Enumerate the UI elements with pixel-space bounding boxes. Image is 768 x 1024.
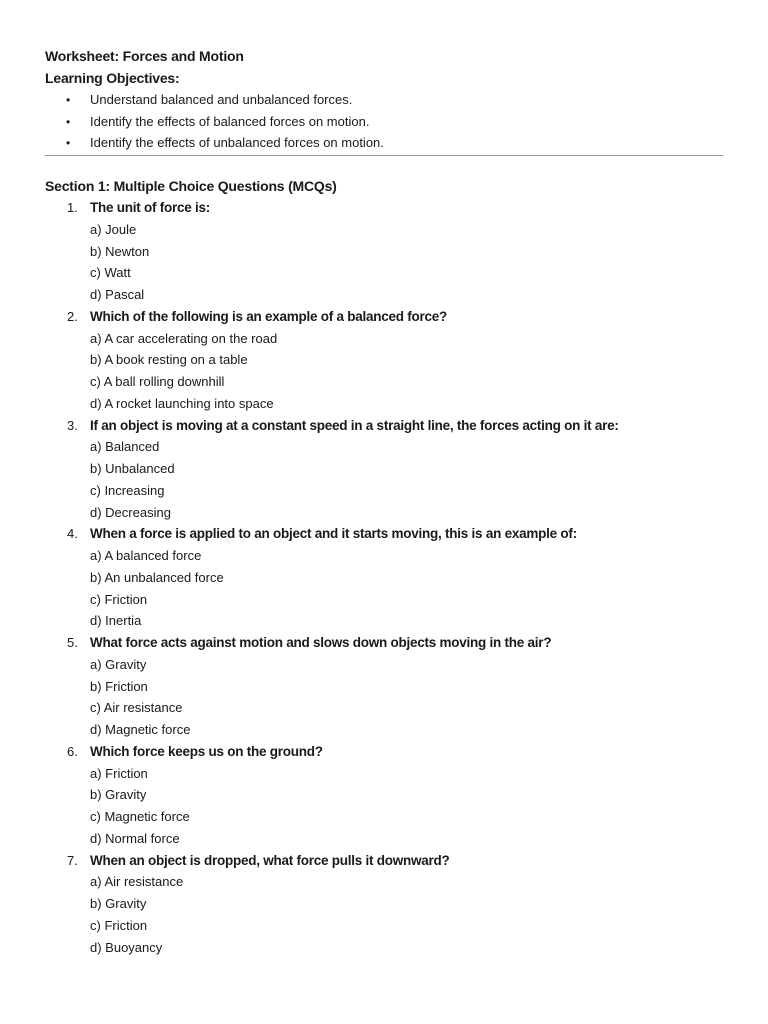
- option-text: d) Inertia: [90, 613, 142, 629]
- learning-objectives-heading: Learning Objectives:: [45, 70, 180, 86]
- option-text: a) Gravity: [90, 656, 147, 672]
- question-text: Which of the following is an example of a balanced force?: [90, 308, 448, 324]
- option-text: d) Buoyancy: [90, 939, 163, 955]
- option-text: a) Joule: [90, 221, 137, 237]
- question-number: 2.: [67, 308, 78, 324]
- question-number: 7.: [67, 852, 78, 868]
- option-text: c) Watt: [90, 265, 131, 281]
- question-text: When an object is dropped, what force pulls it downward?: [90, 852, 450, 868]
- option-text: b) Friction: [90, 678, 148, 694]
- option-text: a) Air resistance: [90, 874, 184, 890]
- option-text: b) Unbalanced: [90, 461, 175, 476]
- question-number: 3.: [67, 417, 78, 433]
- option-text: a) A balanced force: [90, 548, 202, 563]
- option-text: d) A rocket launching into space: [90, 395, 274, 411]
- option-text: c) Friction: [90, 917, 148, 933]
- option-text: b) Gravity: [90, 896, 147, 911]
- option-text: c) Magnetic force: [90, 809, 190, 824]
- option-text: b) Newton: [90, 243, 150, 259]
- question-number: 5.: [67, 635, 78, 650]
- bullet-icon: •: [66, 136, 71, 151]
- option-text: c) A ball rolling downhill: [90, 374, 225, 389]
- option-text: d) Normal force: [90, 830, 180, 846]
- option-text: a) A car accelerating on the road: [90, 330, 278, 346]
- question-text: If an object is moving at a constant speed in a straight line, the forces acting on it are:: [90, 417, 619, 433]
- question-text: What force acts against motion and slows down objects moving in the air?: [90, 635, 552, 650]
- objective-text: Identify the effects of balanced forces on motion.: [90, 113, 370, 129]
- option-text: c) Air resistance: [90, 700, 183, 716]
- question-number: 1.: [67, 200, 78, 215]
- option-text: b) A book resting on a table: [90, 352, 248, 368]
- option-text: d) Magnetic force: [90, 722, 191, 737]
- section-heading: Section 1: Multiple Choice Questions (MCQs): [45, 178, 337, 194]
- bullet-icon: •: [66, 114, 71, 129]
- question-text: When a force is applied to an object and it starts moving, this is an example of:: [90, 526, 577, 542]
- question-number: 4.: [67, 526, 78, 542]
- option-text: a) Friction: [90, 765, 148, 781]
- worksheet-title: Worksheet: Forces and Motion: [45, 48, 244, 64]
- option-text: d) Pascal: [90, 287, 145, 302]
- option-text: b) An unbalanced force: [90, 569, 224, 585]
- objective-text: Identify the effects of unbalanced forces on motion.: [90, 135, 384, 151]
- objective-text: Understand balanced and unbalanced forces.: [90, 92, 353, 107]
- question-number: 6.: [67, 743, 78, 759]
- question-text: The unit of force is:: [90, 200, 211, 215]
- option-text: b) Gravity: [90, 787, 147, 803]
- option-text: d) Decreasing: [90, 504, 171, 520]
- option-text: c) Increasing: [90, 482, 165, 498]
- option-text: c) Friction: [90, 591, 148, 607]
- question-text: Which force keeps us on the ground?: [90, 743, 323, 759]
- section-divider: [45, 155, 723, 156]
- option-text: a) Balanced: [90, 439, 160, 455]
- bullet-icon: •: [66, 93, 71, 107]
